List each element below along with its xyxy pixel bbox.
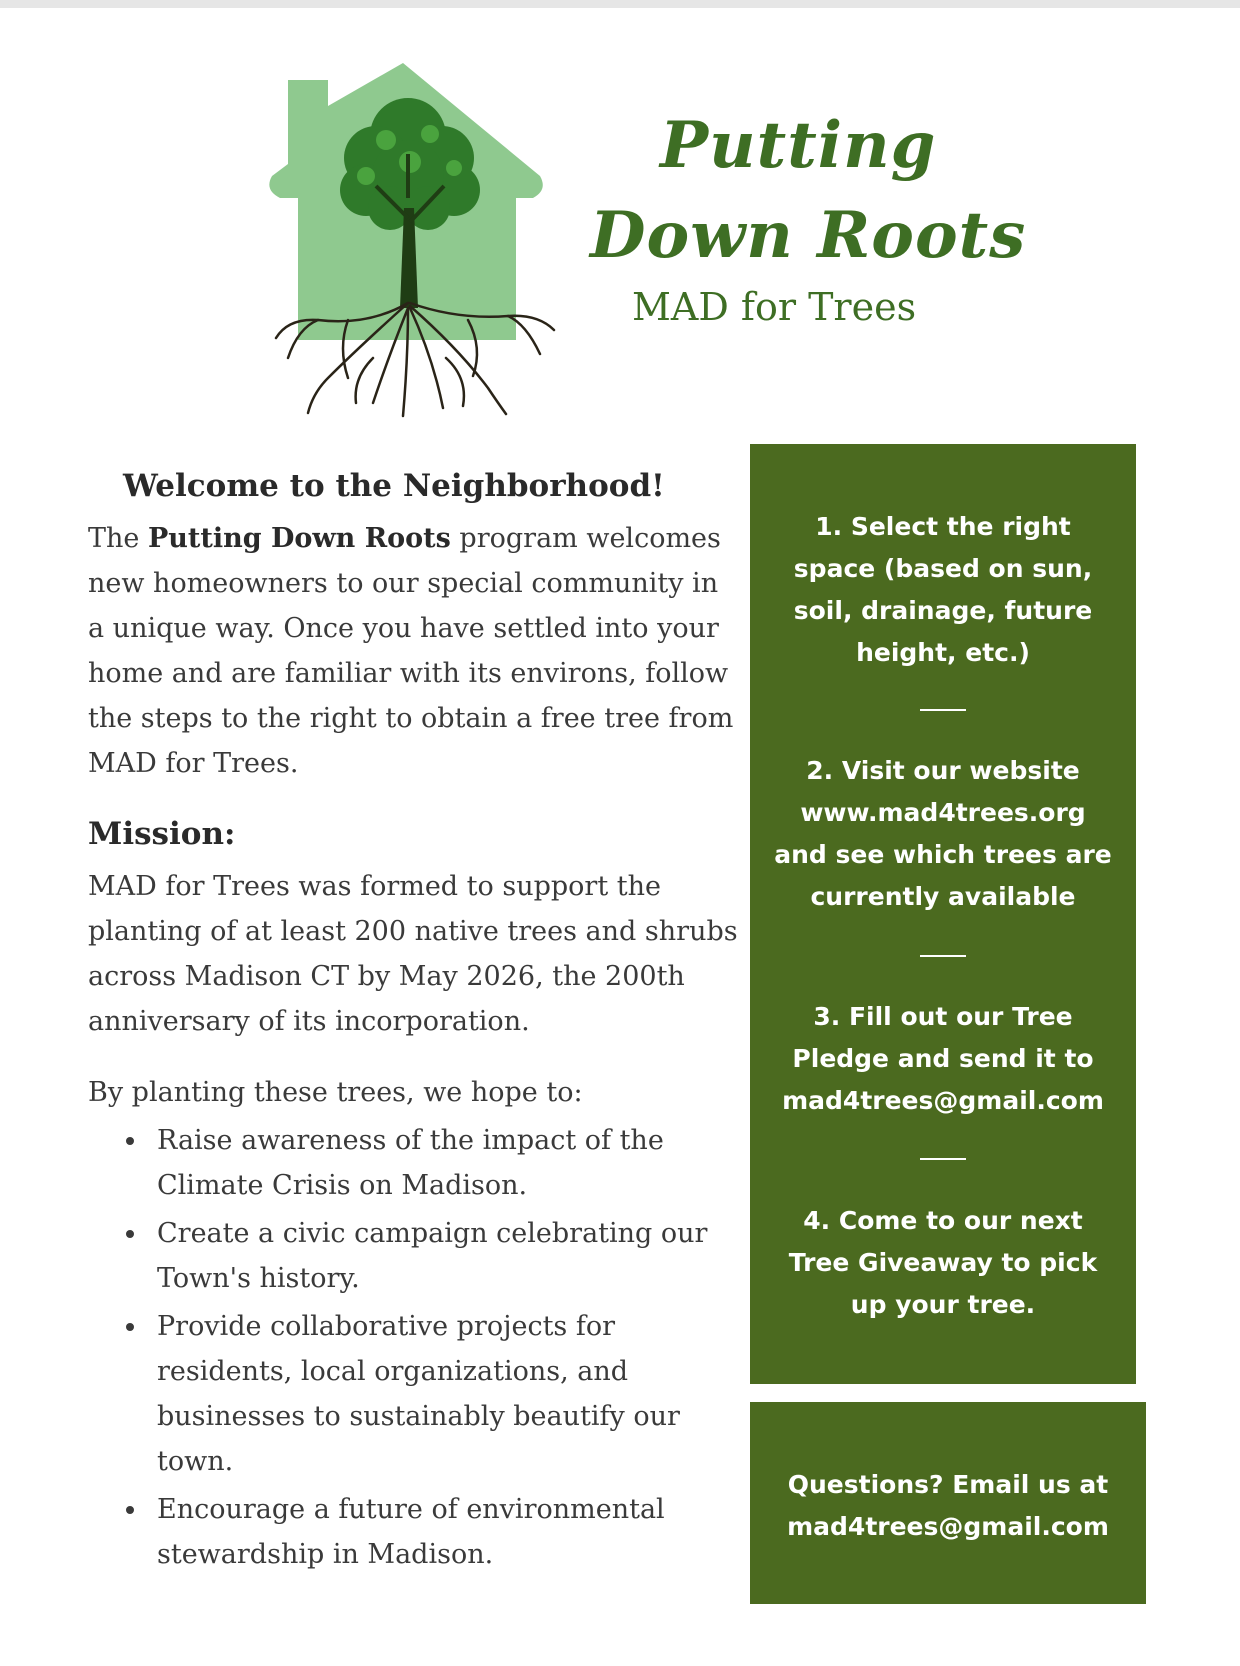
steps-box bbox=[750, 444, 1136, 1384]
divider bbox=[920, 955, 966, 957]
mission-heading: Mission: bbox=[88, 816, 236, 852]
list-item: Provide collaborative projects for residents, local organizations, and businesses to sustainably beautify our town. bbox=[88, 1304, 738, 1484]
questions-box bbox=[750, 1402, 1146, 1604]
top-edge bbox=[0, 0, 1240, 8]
intro-paragraph bbox=[88, 516, 738, 786]
goals-list bbox=[88, 1118, 738, 1580]
subtitle: MAD for Trees bbox=[632, 285, 917, 329]
step-3: 3. Fill out our Tree Pledge and send it to mad4trees@gmail.com bbox=[782, 1002, 1104, 1115]
step-2: 2. Visit our website www.mad4trees.org and see which trees are currently available bbox=[774, 756, 1112, 911]
house-tree-roots-icon bbox=[258, 58, 568, 418]
step-4: 4. Come to our next Tree Giveaway to pick up your tree. bbox=[788, 1206, 1098, 1319]
mission-paragraph: MAD for Trees was formed to support the planting of at least 200 native trees and shrubs across Madison CT by May 2026, the 200th anniversary of its incorporation. bbox=[88, 871, 738, 1037]
list-item: Encourage a future of environmental stewardship in Madison. bbox=[88, 1487, 738, 1577]
divider bbox=[920, 1158, 966, 1160]
list-item: Create a civic campaign celebrating our Town's history. bbox=[88, 1211, 738, 1301]
divider bbox=[920, 709, 966, 711]
questions-text: Questions? Email us at mad4trees@gmail.com bbox=[787, 1470, 1109, 1541]
hope-intro: By planting these trees, we hope to: bbox=[88, 1077, 583, 1108]
program-name: Putting Down Roots bbox=[147, 523, 451, 554]
title-line-2: Down Roots bbox=[590, 198, 1027, 273]
intro-prefix: The bbox=[88, 523, 148, 554]
title-line-1: Putting bbox=[660, 108, 937, 183]
welcome-heading: Welcome to the Neighborhood! bbox=[123, 468, 665, 504]
intro-suffix: program welcomes new homeowners to our special community in a unique way. Once you have settled into your home and are familiar with its environs, follow the steps to the right to obtain a free tree from MAD for Trees. bbox=[88, 523, 734, 779]
step-1: 1. Select the right space (based on sun, soil, drainage, future height, etc.) bbox=[793, 512, 1093, 667]
list-item: Raise awareness of the impact of the Climate Crisis on Madison. bbox=[88, 1118, 738, 1208]
